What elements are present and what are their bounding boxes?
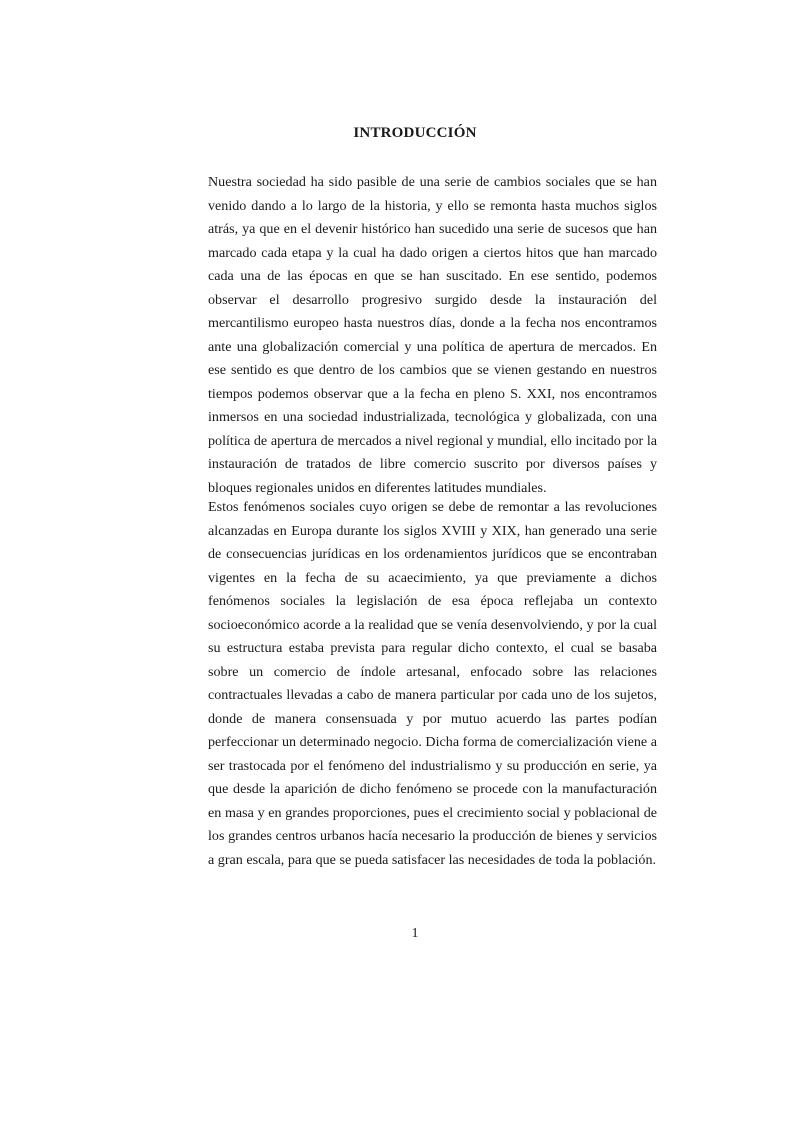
page-number: 1 — [411, 926, 419, 941]
body-paragraph-1: Nuestra sociedad ha sido pasible de una serie de cambios sociales que se han venido dando a lo largo de la historia, y ello se remonta hasta muchos siglos atrás, ya que en el devenir histórico han sucedido una serie de sucesos que han marcado cada etapa y la cual ha dado origen a ciertos hitos que han marcado cada una de las épocas en que se han suscitado. En ese sentido, podemos observar el desarrollo progresivo surgido desde la instauración del mercantilismo europeo hasta nuestros días, donde a la fecha nos encontramos ante una globalización comercial y una política de apertura de mercados. En ese sentido es que dentro de los cambios que se vienen gestando en nuestros tiempos podemos observar que a la fecha en pleno S. XXI, nos encontramos inmersos en una sociedad industrializada, tecnológica y globalizada, con una política de apertura de mercados a nivel regional y mundial, ello incitado por la instauración de tratados de libre comercio suscrito por diversos países y bloques regionales unidos en diferentes latitudes mundiales. — [208, 174, 657, 496]
body-paragraph-2: Estos fenómenos sociales cuyo origen se debe de remontar a las revoluciones alcanzadas en Europa durante los siglos XVIII y XIX, han generado una serie de consecuencias jurídicas en los ordenamientos jurídicos que se encontraban vigentes en la fecha de su acaecimiento, ya que previamente a dichos fenómenos sociales la legislación de esa época reflejaba un contexto socioeconómico acorde a la realidad que se venía desenvolviendo, y por la cual su estructura estaba prevista para regular dicho contexto, el cual se basaba sobre un comercio de índole artesanal, enfocado sobre las relaciones contractuales llevadas a cabo de manera particular por cada uno de los sujetos, donde de manera consensuada y por mutuo acuerdo las partes podían perfeccionar un determinado negocio. Dicha forma de comercialización viene a ser trastocada por el fenómeno del industrialismo y su producción en serie, ya que desde la aparición de dicho fenómeno se procede con la manufacturación en masa y en grandes proporciones, pues el crecimiento social y poblacional de los grandes centros urbanos hacía necesario la producción de bienes y servicios a gran escala, para que se pueda satisfacer las necesidades de toda la población. — [208, 499, 657, 868]
page-title: INTRODUCCIÓN — [353, 125, 477, 141]
